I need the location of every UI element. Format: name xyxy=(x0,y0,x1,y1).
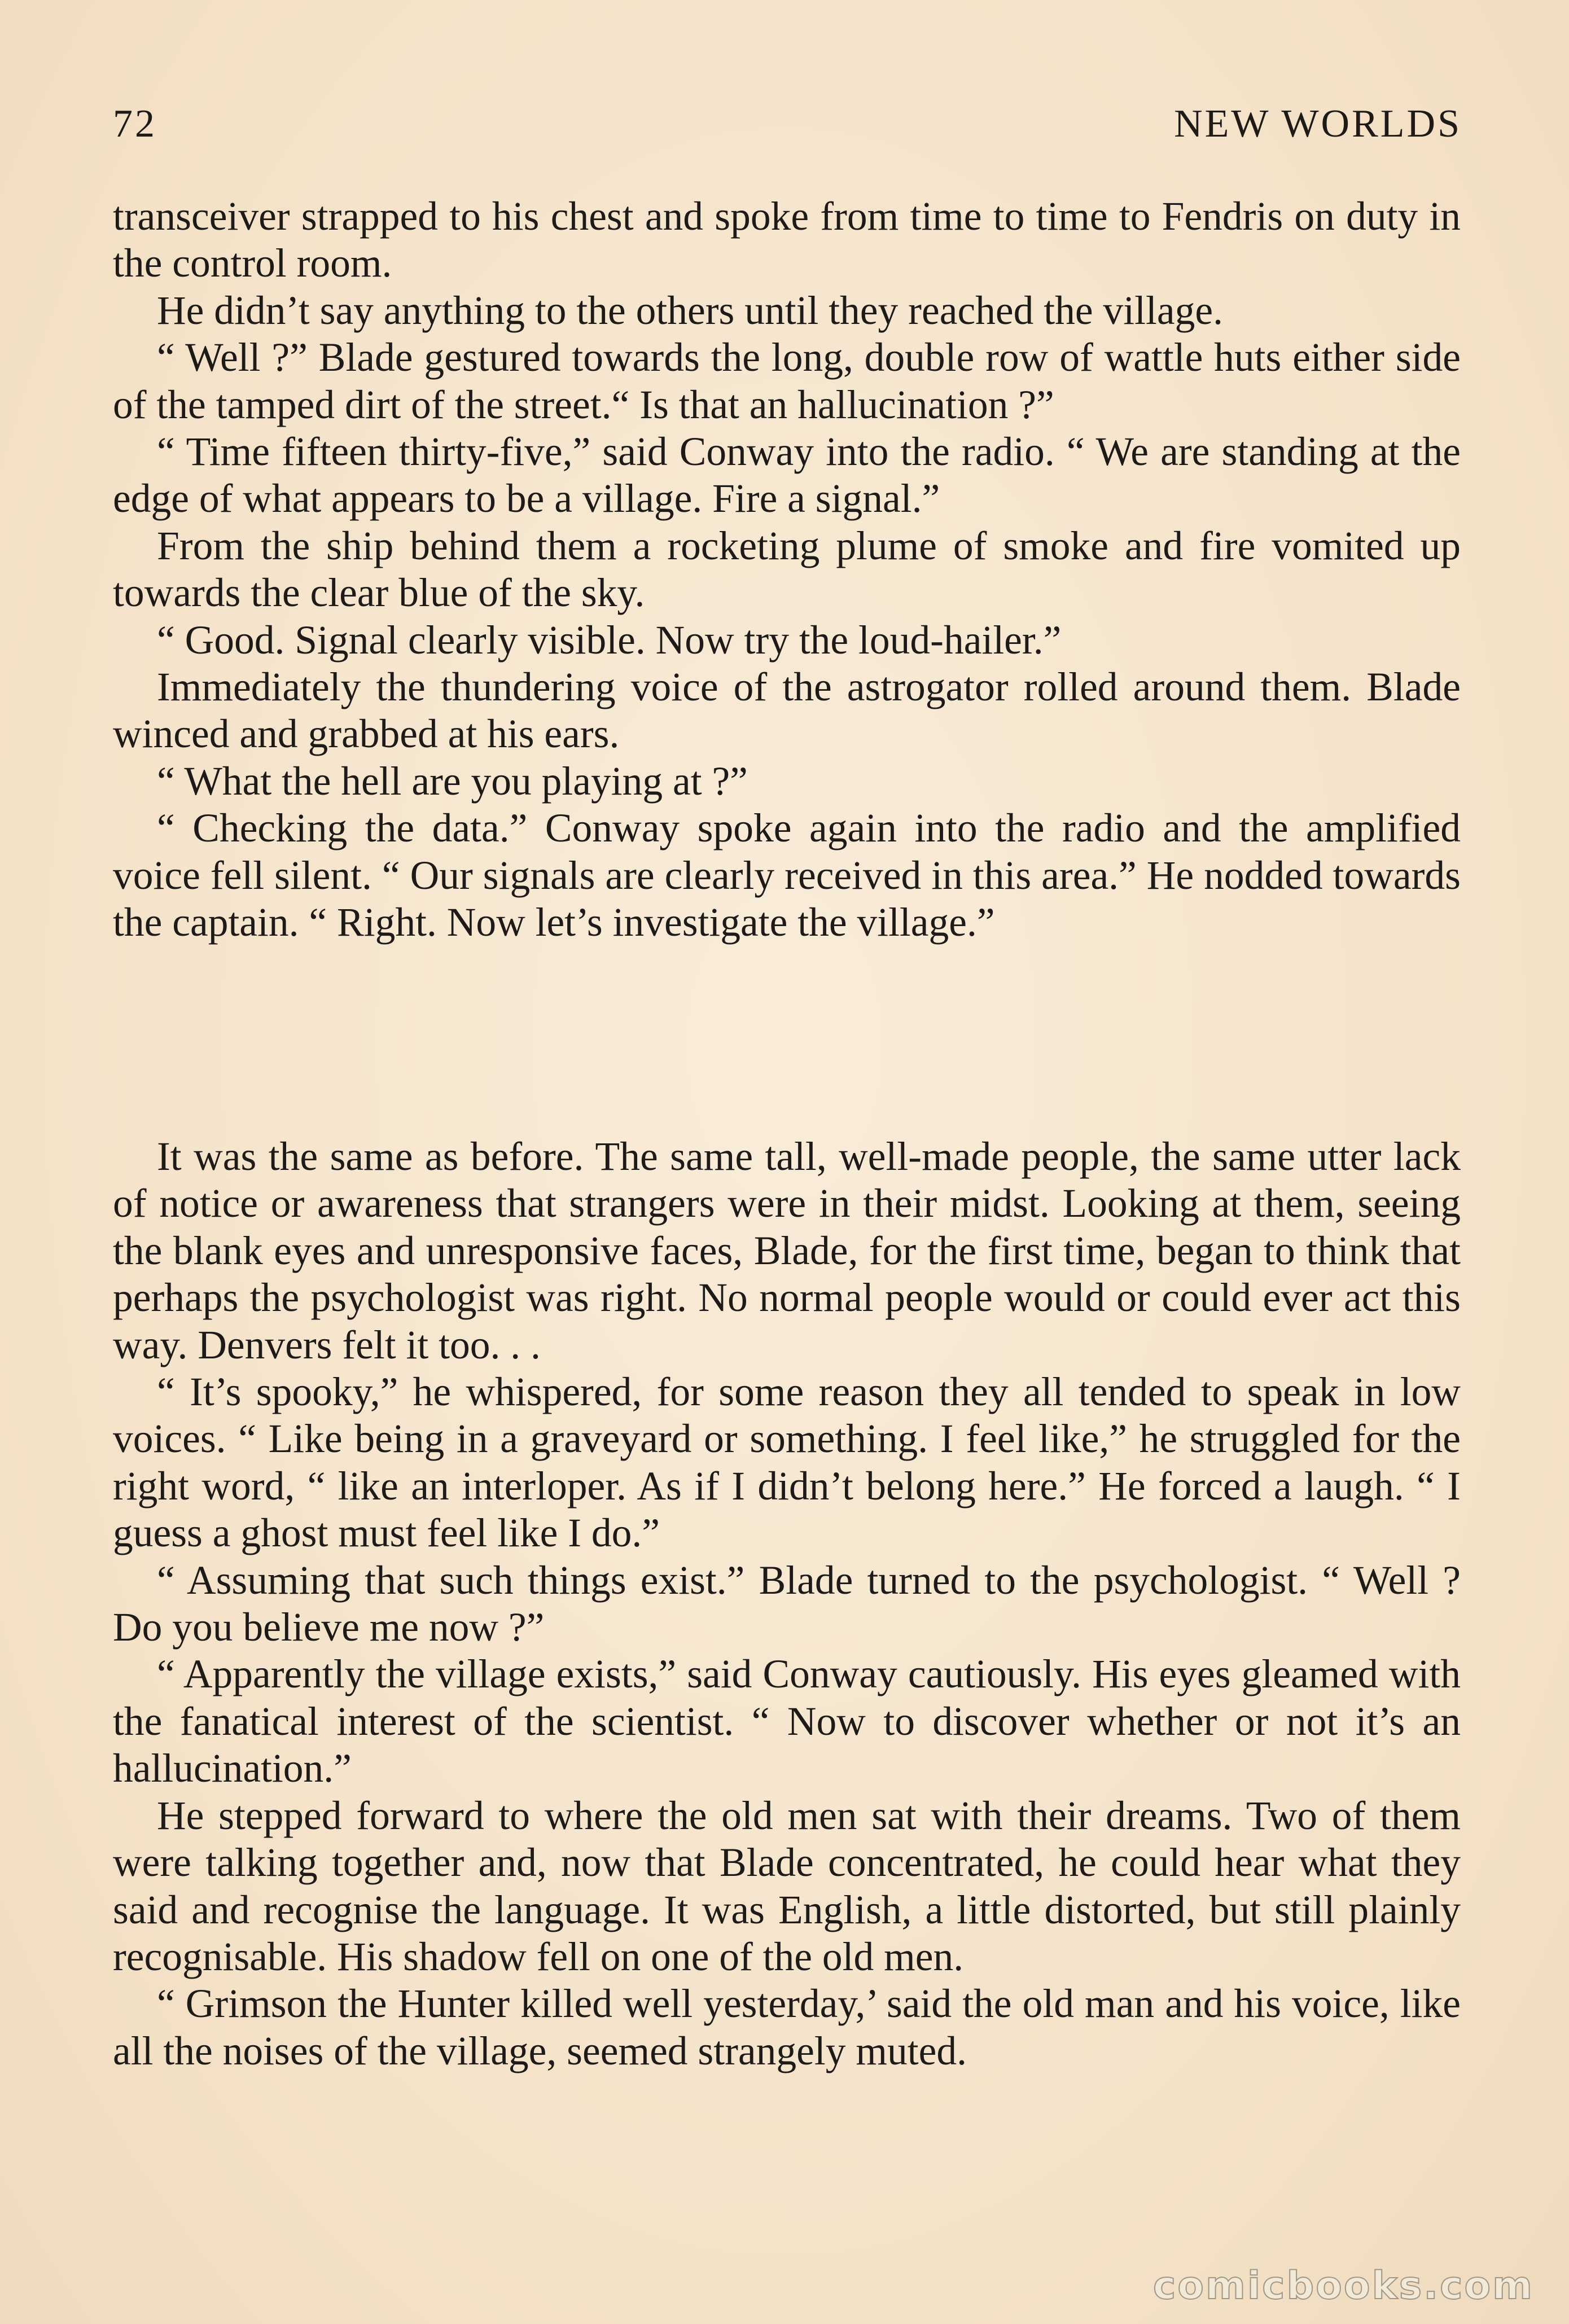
paragraph: “ Good. Signal clearly visible. Now try the loud-hailer.” xyxy=(157,617,1062,663)
page-number: 72 xyxy=(113,102,157,146)
paragraph: It was the same as before. The same tall, well-made people, the same utter lack of notice or awareness that strangers were in their midst. Looking at them, seeing the blank eyes and unresponsive faces, Blade, for the first time, began to think that perhaps the psychologist was right. No normal people would or could ever act this way. Denvers felt it too. . . xyxy=(113,1134,1461,1367)
running-title: NEW WORLDS xyxy=(1174,102,1462,146)
paragraph: “ Well ?” Blade gestured towards the long, double row of wattle huts either side of the tamped dirt of the street.“ Is that an hallucination ?” xyxy=(113,335,1461,427)
paragraph: “ Assuming that such things exist.” Blade turned to the psychologist. “ Well ? Do you believe me now ?” xyxy=(113,1558,1461,1650)
page-header xyxy=(113,96,1462,152)
paragraph: “ Apparently the village exists,” said Conway cautiously. His eyes gleamed with the fanatical interest of the scientist. “ Now to discover whether or not it’s an hallucination.” xyxy=(113,1652,1461,1791)
paragraph: “ Checking the data.” Conway spoke again into the radio and the amplified voice fell silent. “ Our signals are clearly received in this area.” He nodded towards the captain. “ Right. Now let’s investigate the village.” xyxy=(113,806,1461,945)
paragraph: “ What the hell are you playing at ?” xyxy=(157,758,748,804)
paragraph: He stepped forward to where the old men sat with their dreams. Two of them were talking together and, now that Blade concentrated, he could hear what they said and recognise the language. It was English, a little distorted, but still plainly recognisable. His shadow fell on one of the old men. xyxy=(113,1793,1461,1979)
text-section-1 xyxy=(113,193,1461,946)
paragraph: “ Time fifteen thirty-five,” said Conway into the radio. “ We are standing at the edge of what appears to be a village. Fire a signal.” xyxy=(113,429,1461,521)
paragraph: From the ship behind them a rocketing plume of smoke and fire vomited up towards the clear blue of the sky. xyxy=(113,523,1461,616)
paragraph: “ It’s spooky,” he whispered, for some reason they all tended to speak in low voices. “ Like being in a graveyard or something. I feel like,” he struggled for the right word, “ like an interloper. As if I didn’t belong here.” He forced a laugh. “ I guess a ghost must feel like I do.” xyxy=(113,1370,1461,1556)
paragraph: transceiver strapped to his chest and spoke from time to time to Fendris on duty in the control room. xyxy=(113,194,1461,286)
text-section-2 xyxy=(113,1133,1461,2075)
watermark: comicbooks.com xyxy=(1152,2264,1534,2308)
paragraph: He didn’t say anything to the others until they reached the village. xyxy=(157,288,1223,333)
paragraph: Immediately the thundering voice of the astrogator rolled around them. Blade winced and grabbed at his ears. xyxy=(113,665,1461,757)
paragraph: “ Grimson the Hunter killed well yesterday,’ said the old man and his voice, like all the noises of the village, seemed strangely muted. xyxy=(113,1981,1461,2073)
